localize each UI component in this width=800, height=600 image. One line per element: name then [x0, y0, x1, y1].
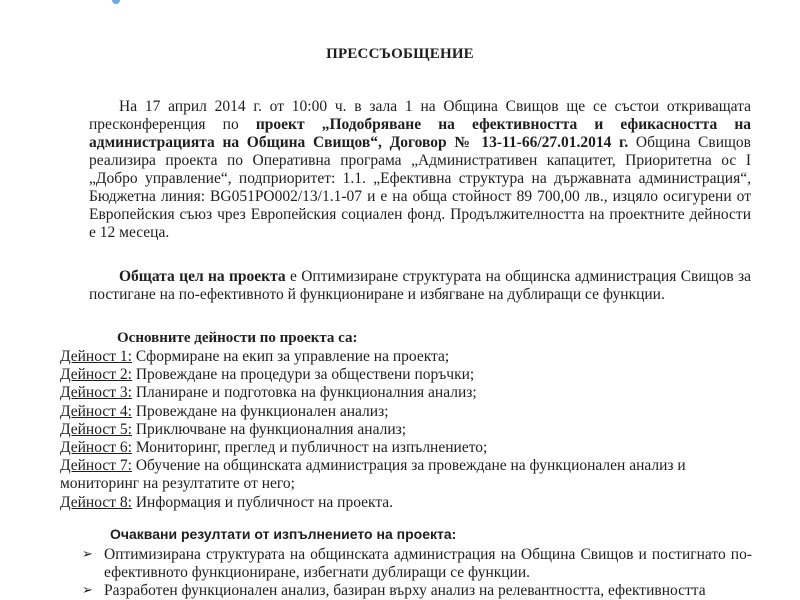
activity-label: Дейност 6: [60, 439, 132, 457]
goal-paragraph [89, 268, 751, 304]
activity-text: Провеждане на процедури за обществени поръчки; [131, 366, 475, 384]
result-item [82, 582, 752, 600]
intro-text-1: На 17 април 2014 г. от 10:00 ч. в зала 1 на Община Свищов ще се състои откриващата пресконференция по [89, 98, 751, 133]
intro-text-2: Община Свищов реализира проекта по Оперативна програма „Административен капацитет, Приоритетна ос I „Добро управление“, подприоритет: 1.1. „Ефективна структура на държавната администрация“, Бюджетна линия: BG051PO002/13/1.1-07 и е на обща стойност 89 700,00 лв., изцяло осигурени от Европейския съюз чрез Европейския социален фонд. Продължителността на проектните дейности е 12 месеца. [89, 134, 751, 241]
activity-label: Дейност 2: [60, 366, 132, 384]
activity-item [60, 494, 752, 512]
activity-label: Дейност 1: [60, 348, 132, 365]
page-title: ПРЕССЪОБЩЕНИЕ [326, 46, 474, 62]
result-item [82, 546, 752, 582]
activities-list [60, 348, 752, 512]
activity-item [60, 348, 752, 366]
results-list [82, 546, 752, 600]
activity-label: Дейност 8: [60, 493, 132, 511]
activity-text: Приключване на функционалния анализ; [131, 420, 407, 438]
activity-item [60, 384, 752, 402]
activity-item [60, 366, 752, 384]
goal-text: е Оптимизиране структурата на общинска администрация Свищов за постигане на по-ефективното й функциониране и избягване на дублиращи се функции. [89, 268, 751, 303]
activity-label: Дейност 3: [60, 384, 132, 402]
arrow-bullet-icon: ➢ [82, 547, 93, 562]
activity-item [60, 457, 752, 493]
goal-label: Общата цел на проекта [119, 268, 286, 285]
activity-text: Мониторинг, преглед и публичност на изпълнението; [131, 439, 488, 457]
intro-paragraph [89, 98, 751, 242]
activities-heading: Основните дейности по проекта са: [117, 330, 358, 346]
arrow-bullet-icon: ➢ [82, 583, 93, 598]
logo-fragment [112, 0, 120, 4]
activity-text: Провеждане на функционален анализ; [131, 402, 389, 420]
activity-text: Информация и публичност на проекта. [131, 493, 394, 511]
activity-item [60, 403, 752, 421]
activity-text: Сформиране на екип за управление на проекта; [131, 348, 450, 365]
result-text: Оптимизирана структурата на общинската администрация на Община Свищов и постигнато по-ефективното функциониране, избегнати дублиращи се функции. [104, 546, 752, 581]
activity-label: Дейност 4: [60, 402, 132, 420]
result-text: Разработен функционален анализ, базиран върху анализ на релевантността, ефективността [104, 582, 706, 599]
activity-item [60, 421, 752, 439]
activity-label: Дейност 5: [60, 420, 132, 438]
activity-label: Дейност 7: [60, 457, 132, 475]
results-heading: Очаквани резултати от изпълнението на проекта: [110, 526, 457, 542]
activity-text: Планиране и подготовка на функционалния анализ; [131, 384, 477, 402]
activity-item [60, 439, 752, 457]
intro-project-title: проект „Подобряване на ефективността и ефикасността на администрацията на Община Свищов“, Договор № 13-11-66/27.01.2014 г. [89, 116, 751, 151]
activity-text: Обучение на общинската администрация за провеждане на функционален анализ и мониторинг на резултатите от него; [60, 457, 686, 493]
